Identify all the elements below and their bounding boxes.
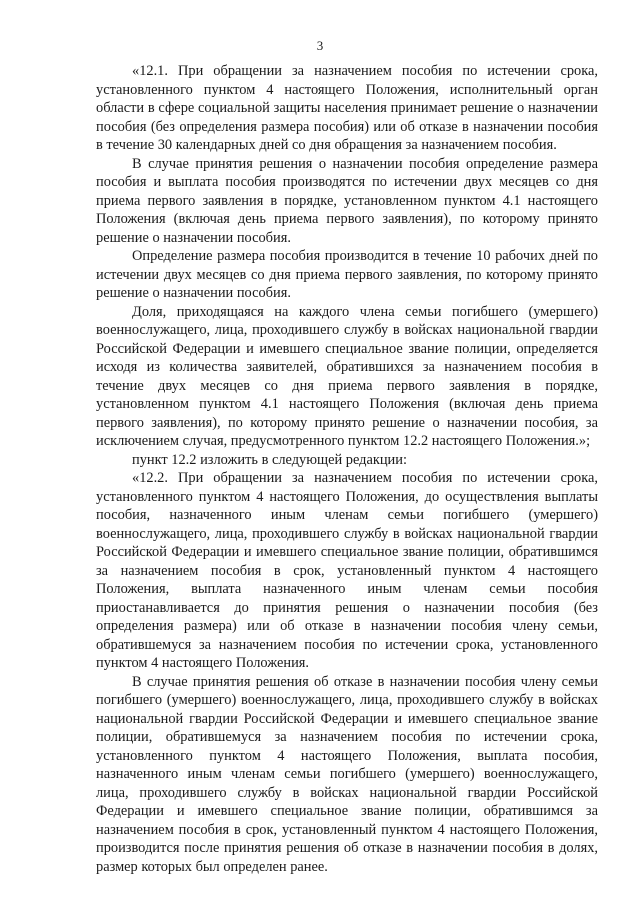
page-number: 3 — [316, 38, 324, 53]
paragraph-amend-12-2: пункт 12.2 изложить в следующей редакции: — [132, 451, 407, 468]
document-body — [96, 62, 598, 876]
paragraph-refusal-case: В случае принятия решения об отказе в назначении пособия члену семьи погибшего (умершего) военнослужащего, лица, проходившего службу в войсках национальной гвардии Российской Федерации и имевшего специальное звание полиции, обратившемуся за назначением пособия по истечении срока, установленного пунктом 4 настоящего Положения, выплата пособия, назначенного иным членам семьи погибшего (умершего) военнослужащего, лица, проходившего службу в войсках национальной гвардии Российской Федерации и имевшего специальное звание полиции, обратившимся за назначением пособия в срок, установленный пунктом 4 настоящего Положения, производится после принятия решения об отказе в назначении пособия в долях, размер которых был определен ранее. — [96, 673, 598, 875]
paragraph-family-share: Доля, приходящаяся на каждого члена семьи погибшего (умершего) военнослужащего, лица, проходившего службу в войсках национальной гвардии Российской Федерации и имевшего специальное звание полиции, определяется исходя из количества заявителей, обратившихся за назначением пособия в течение двух месяцев со дня приема первого заявления в порядке, установленном пунктом 4.1 настоящего Положения (включая день приема первого заявления), по которому принято решение о назначении пособия, за исключением случая, предусмотренного пунктом 12.2 настоящего Положения.»; — [96, 303, 598, 449]
paragraph-decision-appointment: В случае принятия решения о назначении пособия определение размера пособия и выплата пособия производятся по истечении двух месяцев со дня приема первого заявления в порядке, установленном пунктом 4.1 настоящего Положения (включая день приема первого заявления), по которому принято решение о назначении пособия. — [96, 155, 598, 246]
paragraph-amount-determination: Определение размера пособия производится в течение 10 рабочих дней по истечении двух месяцев со дня приема первого заявления, по которому принято решение о назначении пособия. — [96, 248, 598, 301]
paragraph-12-1: «12.1. При обращении за назначением пособия по истечении срока, установленного пунктом 4 настоящего Положения, исполнительный орган области в сфере социальной защиты населения принимает решение о назначении пособия (без определения размера пособия) или об отказе в назначении пособия в течение 30 календарных дней со дня обращения за назначением пособия. — [96, 63, 598, 153]
paragraph-12-2: «12.2. При обращении за назначением пособия по истечении срока, установленного пунктом 4 настоящего Положения, до осуществления выплаты пособия, назначенного иным членам семьи погибшего (умершего) военнослужащего, лица, проходившего службу в войсках национальной гвардии Российской Федерации и имевшего специальное звание полиции, обратившимся за назначением пособия в срок, установленный пунктом 4 настоящего Положения, выплата назначенного иным членам семьи пособия приостанавливается до принятия решения о назначении пособия (без определения размера) или об отказе в назначении пособия члену семьи, обратившемуся за назначением пособия по истечении срока, установленного пунктом 4 настоящего Положения. — [96, 470, 598, 671]
